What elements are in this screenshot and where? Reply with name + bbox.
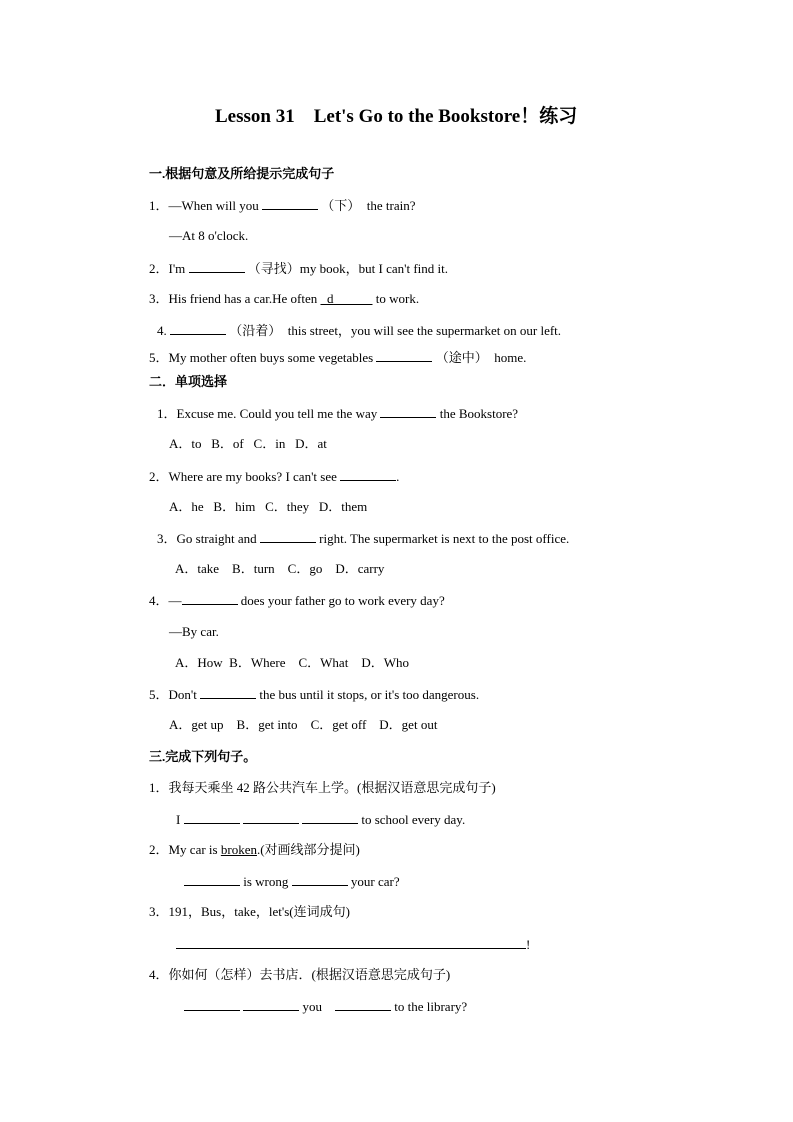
s2-q5-tail: the bus until it stops, or it's too dangerous.	[259, 687, 480, 702]
s3-q4-subject: you	[302, 999, 322, 1014]
s1-q3-hint-letter: d	[326, 291, 334, 306]
s2-q5-options	[169, 717, 437, 733]
s3-q4-blank-2[interactable]	[243, 998, 299, 1011]
s2-q1-text: 1．Excuse me. Could you tell me the way	[157, 406, 378, 421]
s3-q1-subject: I	[176, 812, 181, 827]
s2-q2-options	[169, 499, 367, 515]
option-c[interactable]: C．in	[253, 436, 286, 451]
s1-q4-hint: （沿着） this street，you will see the supermarket on our left.	[229, 323, 562, 338]
option-d[interactable]: D．get out	[379, 717, 438, 732]
s1-q2-blank[interactable]	[189, 260, 245, 273]
option-a[interactable]: A．to	[169, 436, 202, 451]
s3-question-2-answer	[184, 873, 400, 890]
s2-question-5	[149, 686, 479, 703]
s3-q2-tail: your car?	[350, 874, 400, 889]
section-1-heading: 一.根据句意及所给提示完成句子	[149, 166, 335, 181]
s1-q1-text: 1．—When will you	[149, 198, 259, 213]
s2-q1-options	[169, 436, 327, 452]
option-a[interactable]: A．he	[169, 499, 204, 514]
s3-q3-exclamation: !	[526, 937, 531, 952]
s3-q2-underlined-word: broken	[220, 842, 257, 857]
s3-q3-blank[interactable]	[176, 936, 526, 949]
s3-question-1-answer	[176, 811, 465, 828]
option-d[interactable]: D．Who	[361, 655, 409, 670]
option-c[interactable]: C．they	[265, 499, 310, 514]
s1-question-1	[149, 197, 416, 214]
s1-q5-text: 5．My mother often buys some vegetables	[149, 350, 374, 365]
s2-question-1	[157, 405, 518, 422]
s1-question-5	[149, 349, 526, 366]
s1-question-3	[149, 291, 419, 307]
option-a[interactable]: A．get up	[169, 717, 224, 732]
s2-q2-tail: .	[396, 469, 400, 484]
s2-q4-number: 4．—	[149, 593, 182, 608]
s2-q4-options	[175, 655, 409, 671]
option-d[interactable]: D．them	[318, 499, 368, 514]
s3-q4-blank-1[interactable]	[184, 998, 240, 1011]
s1-q4-number: 4.	[157, 323, 167, 338]
s1-q1-hint: （下） the train?	[321, 198, 416, 213]
s1-q3-blank[interactable]	[320, 291, 372, 306]
s3-q2-blank-1[interactable]	[184, 873, 240, 886]
s2-q3-blank[interactable]	[260, 530, 316, 543]
option-a[interactable]: A．How	[175, 655, 223, 670]
option-a[interactable]: A．take	[175, 561, 220, 576]
s3-question-4: 4．你如何（怎样）去书店．(根据汉语意思完成句子)	[149, 967, 451, 982]
s3-question-1: 1．我每天乘坐 42 路公共汽车上学。(根据汉语意思完成句子)	[149, 780, 496, 795]
s2-q5-blank[interactable]	[200, 686, 256, 699]
s3-q1-blank-2[interactable]	[243, 811, 299, 824]
option-c[interactable]: C．What	[298, 655, 349, 670]
option-c[interactable]: C．go	[287, 561, 323, 576]
s1-q5-hint: （途中） home.	[435, 350, 527, 365]
s3-question-4-answer	[184, 998, 467, 1015]
option-d[interactable]: D．at	[295, 436, 327, 451]
option-c[interactable]: C．get off	[310, 717, 367, 732]
s2-q3-tail: right. The supermarket is next to the post office.	[319, 531, 570, 546]
s2-q3-text: 3．Go straight and	[157, 531, 257, 546]
s3-question-3-answer	[176, 936, 530, 953]
s3-question-3: 3．191，Bus，take，let's(连词成句)	[149, 904, 350, 919]
s2-question-3	[157, 530, 569, 547]
option-b[interactable]: B．him	[213, 499, 256, 514]
option-b[interactable]: B．turn	[232, 561, 275, 576]
section-2-heading: 二．单项选择	[149, 374, 228, 389]
option-d[interactable]: D．carry	[335, 561, 385, 576]
s3-q2-middle: is wrong	[243, 874, 289, 889]
s3-q1-blank-3[interactable]	[302, 811, 358, 824]
s1-q1-blank[interactable]	[262, 197, 318, 210]
s1-question-1-answer: —At 8 o'clock.	[169, 228, 249, 243]
s2-q1-tail: the Bookstore?	[439, 406, 519, 421]
s2-question-2	[149, 468, 399, 485]
s2-question-4	[149, 592, 445, 609]
s3-q1-tail: to school every day.	[361, 812, 466, 827]
s1-q2-text: 2．I'm	[149, 261, 186, 276]
s3-q4-blank-3[interactable]	[335, 998, 391, 1011]
page-title: Lesson 31 Let's Go to the Bookstore！练习	[215, 106, 578, 127]
s2-q1-blank[interactable]	[380, 405, 436, 418]
s1-q3-text: 3．His friend has a car.He often	[149, 291, 318, 306]
s2-q5-text: 5．Don't	[149, 687, 197, 702]
s3-q2-text: 2．My car is	[149, 842, 218, 857]
s3-q2-blank-2[interactable]	[292, 873, 348, 886]
s2-q3-options	[175, 561, 384, 577]
s1-q4-blank[interactable]	[170, 322, 226, 335]
s2-q2-blank[interactable]	[340, 468, 396, 481]
s1-q3-tail: to work.	[375, 291, 420, 306]
s2-q2-text: 2．Where are my books? I can't see	[149, 469, 337, 484]
s1-question-2	[149, 260, 448, 277]
s1-q2-hint: （寻找）my book，but I can't find it.	[247, 261, 449, 276]
s2-q4-tail: does your father go to work every day?	[240, 593, 445, 608]
s1-q5-blank[interactable]	[376, 349, 432, 362]
option-b[interactable]: B．get into	[236, 717, 298, 732]
s2-q4-blank[interactable]	[182, 592, 238, 605]
s3-question-2	[149, 842, 360, 858]
s3-q2-instruction: .(对画线部分提问)	[256, 842, 360, 857]
section-3-heading: 三.完成下列句子。	[149, 749, 257, 764]
s1-question-4	[157, 322, 561, 339]
option-b[interactable]: B．Where	[229, 655, 286, 670]
s2-q4-answer: —By car.	[169, 624, 219, 639]
s3-q1-blank-1[interactable]	[184, 811, 240, 824]
s3-q4-tail: to the library?	[394, 999, 468, 1014]
option-b[interactable]: B．of	[211, 436, 244, 451]
